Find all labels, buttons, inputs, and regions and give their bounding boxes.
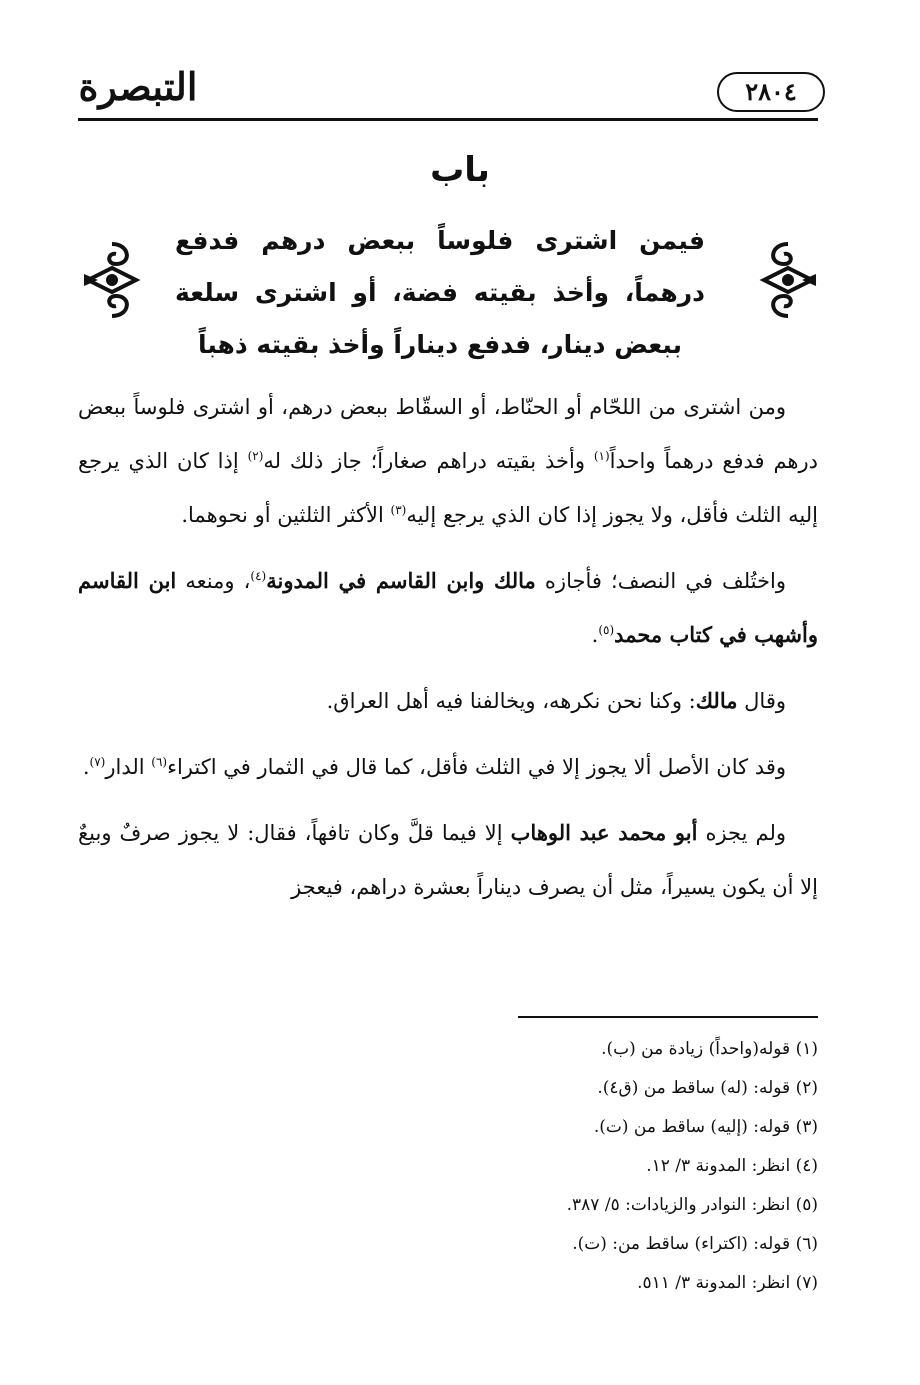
text-run: الأكثر الثلثين أو نحوهما. (181, 503, 391, 527)
text-run: وقال (737, 689, 786, 713)
footnote: (٣) قوله: (إليه) ساقط من (ت). (593, 1117, 818, 1137)
footnote-ref: (١) (593, 449, 610, 463)
footnote: (٥) انظر: النوادر والزيادات: ٥/ ٣٨٧. (566, 1195, 818, 1215)
text-run: ، ومنعه (176, 569, 251, 593)
footnote-ref: (٣) (390, 503, 407, 517)
footnote: (٧) انظر: المدونة ٣/ ٥١١. (637, 1273, 818, 1293)
text-run: وأخذ بقيته دراهم صغاراً؛ جاز ذلك له (263, 449, 594, 473)
paragraph (78, 554, 818, 662)
text-run: ولم يجزه (697, 821, 786, 845)
footnote-ref: (٦) (151, 755, 168, 769)
text-run: . (82, 755, 90, 779)
floral-scroll-icon (82, 240, 142, 320)
footnote-ref: (٥) (598, 623, 615, 637)
footnotes (78, 1030, 818, 1303)
text-run: وقد كان الأصل ألا يجوز إلا في الثلث فأقل، كما قال في الثمار في اكتراء (167, 755, 786, 779)
text-run: واختُلف في النصف؛ فأجازه (535, 569, 786, 593)
footnote-rule (518, 1016, 818, 1018)
bold-name: مالك وابن القاسم في المدونة (266, 568, 536, 593)
footnote-ref: (٤) (250, 569, 267, 583)
footnote: (٤) انظر: المدونة ٣/ ١٢. (646, 1156, 818, 1176)
text-run: . (591, 623, 599, 647)
footnote-ref: (٧) (89, 755, 106, 769)
floral-scroll-icon (758, 240, 818, 320)
header-rule (78, 118, 818, 121)
paragraph (78, 806, 818, 914)
paragraph (78, 674, 818, 728)
paragraph (78, 740, 818, 794)
chapter-title: فيمن اشترى فلوساً ببعض درهم فدفع درهماً، وأخذ بقيته فضة، أو اشترى سلعة ببعض دينار، فدفع ديناراً وأخذ بقيته ذهباً (175, 226, 705, 359)
paragraph (78, 380, 818, 542)
page-number: ٢٨٠٤ (745, 77, 797, 106)
footnote-ref: (٢) (247, 449, 264, 463)
footnote: (٦) قوله: (اكتراء) ساقط من: (ت). (572, 1234, 818, 1254)
main-text (78, 380, 818, 926)
page-number-badge (717, 72, 825, 112)
bold-name: ابن القاسم وأشهب في كتاب محمد (78, 568, 818, 647)
text-run: الدار (105, 755, 152, 779)
footnote: (٢) قوله: (له) ساقط من (ق٤). (597, 1078, 818, 1098)
footnote: (١) قوله(واحداً) زيادة من (ب). (601, 1039, 818, 1059)
bold-name: أبو محمد عبد الوهاب (510, 820, 698, 845)
bold-name: مالك (695, 688, 738, 713)
text-run: إلا فيما قلَّ وكان تافهاً، فقال: لا يجوز صرفٌ وبيعٌ إلا أن يكون يسيراً، مثل أن يصرف ديناراً بعشرة دراهم، فيعجز (78, 821, 818, 899)
text-run: ومن اشترى من اللحّام أو الحنّاط، أو السقّاط ببعض درهم، أو اشترى فلوساً ببعض درهم فدفع درهماً واحداً (78, 395, 818, 473)
chapter-label: باب (430, 150, 490, 190)
text-run: إذا كان الذي يرجع إليه الثلث فأقل، ولا يجوز إذا كان الذي يرجع إليه (78, 449, 818, 527)
book-title: التبصرة (78, 64, 198, 109)
text-run: : وكنا نحن نكرهه، ويخالفنا فيه أهل العراق. (326, 689, 696, 713)
